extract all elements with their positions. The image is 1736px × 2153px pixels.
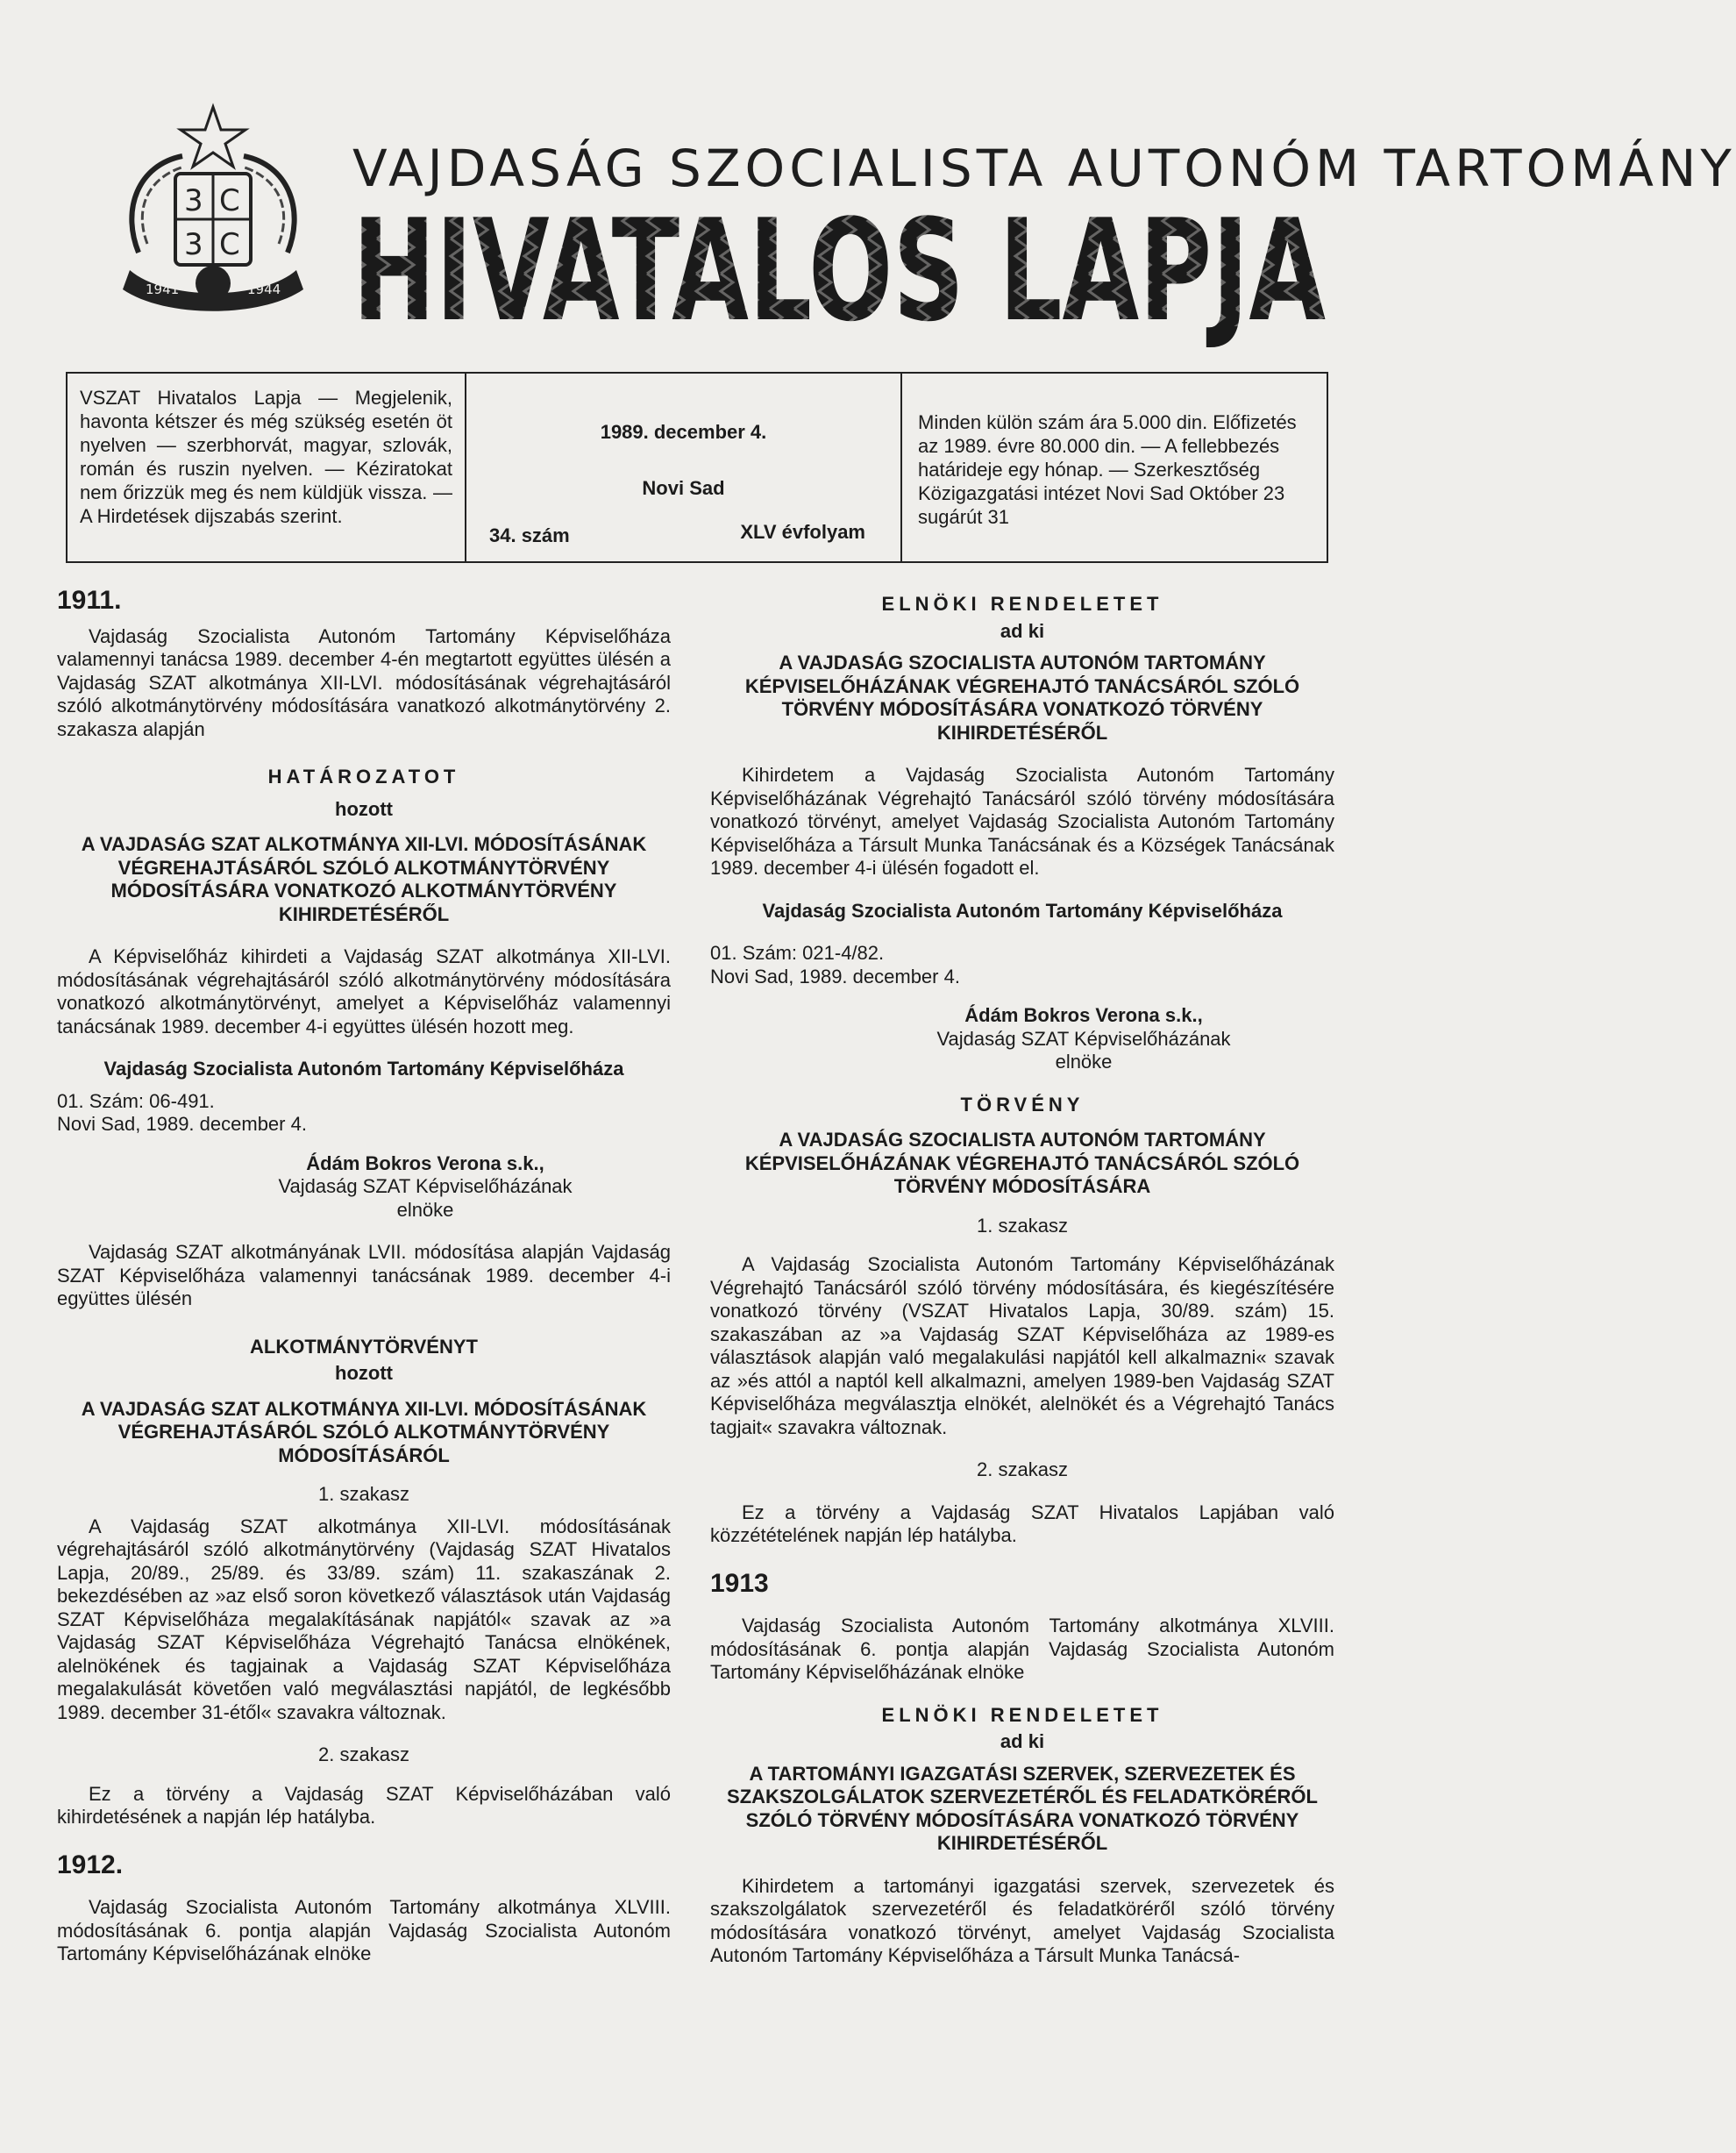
section-heading: 2. szakasz — [318, 1743, 409, 1765]
heading-ad-ki: ad ki — [1000, 1730, 1045, 1752]
signatory-name: Ádám Bokros Verona s.k., — [964, 1004, 1203, 1026]
signatory-title: elnöke — [1055, 1051, 1113, 1073]
paragraph: Vajdaság Szocialista Autonóm Tartomány Képviselőháza valamennyi tanácsa 1989. december 4-én megtartott együttes ülésén a Vajdaság SZAT alkotmánya XII-LVI. módosításának végrehajtásáról szóló alkotmánytörvény módosítására vanatkozó alkotmánytörvény 2. szakasza alapján — [57, 624, 671, 740]
heading-elnoki-rendeletet: ELNÖKI RENDELETET — [881, 1703, 1163, 1726]
publisher-line: VAJDASÁG SZOCIALISTA AUTONÓM TARTOMÁNY — [352, 139, 1736, 198]
reference-number: 01. Szám: 021-4/82. — [710, 942, 885, 964]
paragraph: A Képviselőház kihirdeti a Vajdaság SZAT alkotmánya XII-LVI. módosításának végrehajtásáról szóló alkotmánytörvény módosítására vonatkozó alkotmánytörvényt, amelyet a Képviselőház valamennyi tanácsának 1989. december 4-i együttes ülésén hozott meg. — [57, 945, 671, 1037]
heading-ad-ki: ad ki — [1000, 619, 1045, 642]
paragraph: Vajdaság Szocialista Autonóm Tartomány alkotmánya XLVIII. módosításának 6. pontja alapján Vajdaság Szocialista Autonóm Tartomány Képviselőházának elnöke — [710, 1615, 1334, 1683]
masthead-title — [349, 189, 1329, 353]
svg-text:3: 3 — [184, 227, 203, 262]
heading-hozott: hozott — [335, 1362, 393, 1384]
act-title: A VAJDASÁG SZOCIALISTA AUTONÓM TARTOMÁNY KÉPVISELŐHÁZÁNAK VÉGREHAJTÓ TANÁCSÁRÓL SZÓLÓ TÖRVÉNY MÓDOSÍTÁSÁRA VONATKOZÓ TÖRVÉNY KIHIRDETÉSÉRŐL — [744, 652, 1300, 744]
paragraph: Ez a törvény a Vajdaság SZAT Képviselőházában való kihirdetésének a napján lép hatályba. — [57, 1782, 671, 1828]
act-title: A TARTOMÁNYI IGAZGATÁSI SZERVEK, SZERVEZETEK ÉS SZAKSZOLGÁLATOK SZERVEZETÉRŐL ÉS FELADATKÖRÉRŐL SZÓLÓ TÖRVÉNY MÓDOSÍTÁSÁRA VONATKOZÓ TÖRVÉNY KIHIRDETÉSÉRŐL — [727, 1762, 1318, 1854]
emblem-year-left: 1941 — [146, 282, 180, 297]
coat-of-arms-emblem — [103, 103, 323, 323]
act-title: A VAJDASÁG SZAT ALKOTMÁNYA XII-LVI. MÓDOSÍTÁSÁNAK VÉGREHAJTÁSÁRÓL SZÓLÓ ALKOTMÁNYTÖRVÉNY MÓDOSÍTÁSÁRÓL — [81, 1397, 647, 1466]
issue-details — [466, 374, 902, 561]
heading-elnoki-rendeletet: ELNÖKI RENDELETET — [881, 593, 1163, 615]
signatory-name: Ádám Bokros Verona s.k., — [306, 1151, 544, 1174]
subscription-info: Minden külön szám ára 5.000 din. Előfizetés az 1989. évre 80.000 din. — A fellebbezés határideje egy hónap. — Szerkesztőség Közigazgatási intézet Novi Sad Október 23 sugárút 31 — [918, 411, 1297, 528]
emblem-year-right: 1944 — [247, 282, 281, 297]
act-number-1911: 1911. — [57, 586, 122, 615]
issue-number: 34. szám — [489, 524, 570, 546]
act-number-1913: 1913 — [710, 1568, 769, 1598]
signatory-title: elnöke — [396, 1198, 454, 1221]
publication-notice: VSZAT Hivatalos Lapja — Megjelenik, havonta kétszer és még szükség esetén öt nyelven — szerbhorvát, magyar, szlovák, román és ruszin nyelven. — Kéziratokat nem őrizzük meg és nem küldjük vissza. — A Hirdetések dijszabás szerint. — [68, 374, 466, 561]
masthead-text: HIVATALOS LAPJA — [352, 189, 1327, 353]
act-title: A VAJDASÁG SZOCIALISTA AUTONÓM TARTOMÁNY KÉPVISELŐHÁZÁNAK VÉGREHAJTÓ TANÁCSÁRÓL SZÓLÓ TÖRVÉNY MÓDOSÍTÁSÁRA — [744, 1129, 1300, 1197]
svg-text:3: 3 — [184, 183, 203, 218]
issue-date: 1989. december 4. — [600, 421, 767, 443]
signatory-role: Vajdaság SZAT Képviselőházának — [936, 1027, 1231, 1050]
paragraph: Vajdaság SZAT alkotmányának LVII. módosítása alapján Vajdaság SZAT Képviselőháza valamennyi tanácsának 1989. december 4-i együttes ülésén — [57, 1241, 671, 1309]
paragraph: Kihirdetem a Vajdaság Szocialista Autonóm Tartomány Képviselőházának Végrehajtó Tanácsáról szóló törvény módosítására vonatkozó törvényt, amelyet Vajdaság Szocialista Autonóm Tartomány Képviselőháza a Társult Munka Tanácsának és a Községek Tanácsának 1989. december 4-i ülésén fogadott el. — [710, 764, 1334, 879]
place-date: Novi Sad, 1989. december 4. — [57, 1113, 307, 1135]
right-column — [710, 589, 1334, 1968]
section-heading: 1. szakasz — [977, 1214, 1068, 1237]
issuing-body: Vajdaság Szocialista Autonóm Tartomány Képviselőháza — [103, 1058, 624, 1080]
paragraph: Ez a törvény a Vajdaság SZAT Hivatalos Lapjában való közzétételének napján lép hatályba. — [710, 1501, 1334, 1546]
issuing-body: Vajdaság Szocialista Autonóm Tartomány Képviselőháza — [762, 899, 1283, 922]
svg-text:C: C — [219, 183, 240, 218]
paragraph: Vajdaság Szocialista Autonóm Tartomány alkotmánya XLVIII. módosításának 6. pontja alapján Vajdaság Szocialista Autonóm Tartomány Képviselőházának elnöke — [57, 1896, 671, 1964]
left-column — [57, 586, 671, 1966]
heading-alkotmanytorvenyt: ALKOTMÁNYTÖRVÉNYT — [250, 1335, 478, 1358]
svg-text:C: C — [219, 227, 240, 262]
section-heading: 1. szakasz — [318, 1483, 409, 1505]
section-heading: 2. szakasz — [977, 1458, 1068, 1480]
place-date: Novi Sad, 1989. december 4. — [710, 965, 960, 987]
heading-hatarozatot: HATÁROZATOT — [267, 766, 460, 788]
act-number-1912: 1912. — [57, 1850, 124, 1879]
paragraph: Kihirdetem a tartományi igazgatási szervek, szervezetek és szakszolgálatok szervezetéről és feladatköréről szóló törvény módosítására vonatkozó törvényt, amelyet Vajdaság Szocialista Autonóm Tartomány Képviselőháza a Társult Munka Tanácsá- — [710, 1874, 1334, 1966]
issue-volume: XLV évfolyam — [740, 521, 865, 543]
heading-torveny: TÖRVÉNY — [960, 1093, 1085, 1116]
publication-info-box — [66, 372, 1328, 563]
paragraph: A Vajdaság Szocialista Autonóm Tartomány Képviselőházának Végrehajtó Tanácsáról szóló törvény módosítására, és kiegészítésére vonatkozó törvény (VSZAT Hivatalos Lapja, 30/89. szám) 15. szakaszában az »a Vajdaság SZAT Képviselőháza az 1989-es választások alapján való megalakulási napjától kell alkalmazni« szavak az »és attól a naptól kell alkalmazni, amelyen 1989-ben Vajdaság SZAT Képviselőháza megválasztja elnökét, alelnökét és a Végrehajtó Tanács tagjait« szavakra változnak. — [710, 1253, 1334, 1438]
act-title: A VAJDASÁG SZAT ALKOTMÁNYA XII-LVI. MÓDOSÍTÁSÁNAK VÉGREHAJTÁSÁRÓL SZÓLÓ ALKOTMÁNYTÖRVÉNY MÓDOSÍTÁSÁRA VONATKOZÓ ALKOTMÁNYTÖRVÉNY KIHIRDETÉSÉRŐL — [81, 833, 647, 925]
reference-number: 01. Szám: 06-491. — [57, 1089, 215, 1112]
paragraph: A Vajdaság SZAT alkotmánya XII-LVI. módosításának végrehajtásáról szóló alkotmánytörvény (Vajdaság SZAT Hivatalos Lapja, 20/89., 25/89. és 33/89. szám) 11. szakaszának 2. bekezdésében az »az első soron következő választások után Vajdaság SZAT Képviselőháza megalakításának napjától« szavak az »a Vajdaság SZAT Képviselőháza Végrehajtó Tanácsa elnökének, alelnökének és tagjainak a Vajdaság SZAT Képviselőháza megalakulását követően való megválasztási napjától, de legkésőbb 1989. december 31-étől« szavakra változnak. — [57, 1515, 671, 1723]
signatory-role: Vajdaság SZAT Képviselőházának — [278, 1175, 573, 1197]
heading-hozott: hozott — [335, 797, 393, 820]
issue-city: Novi Sad — [642, 477, 725, 499]
